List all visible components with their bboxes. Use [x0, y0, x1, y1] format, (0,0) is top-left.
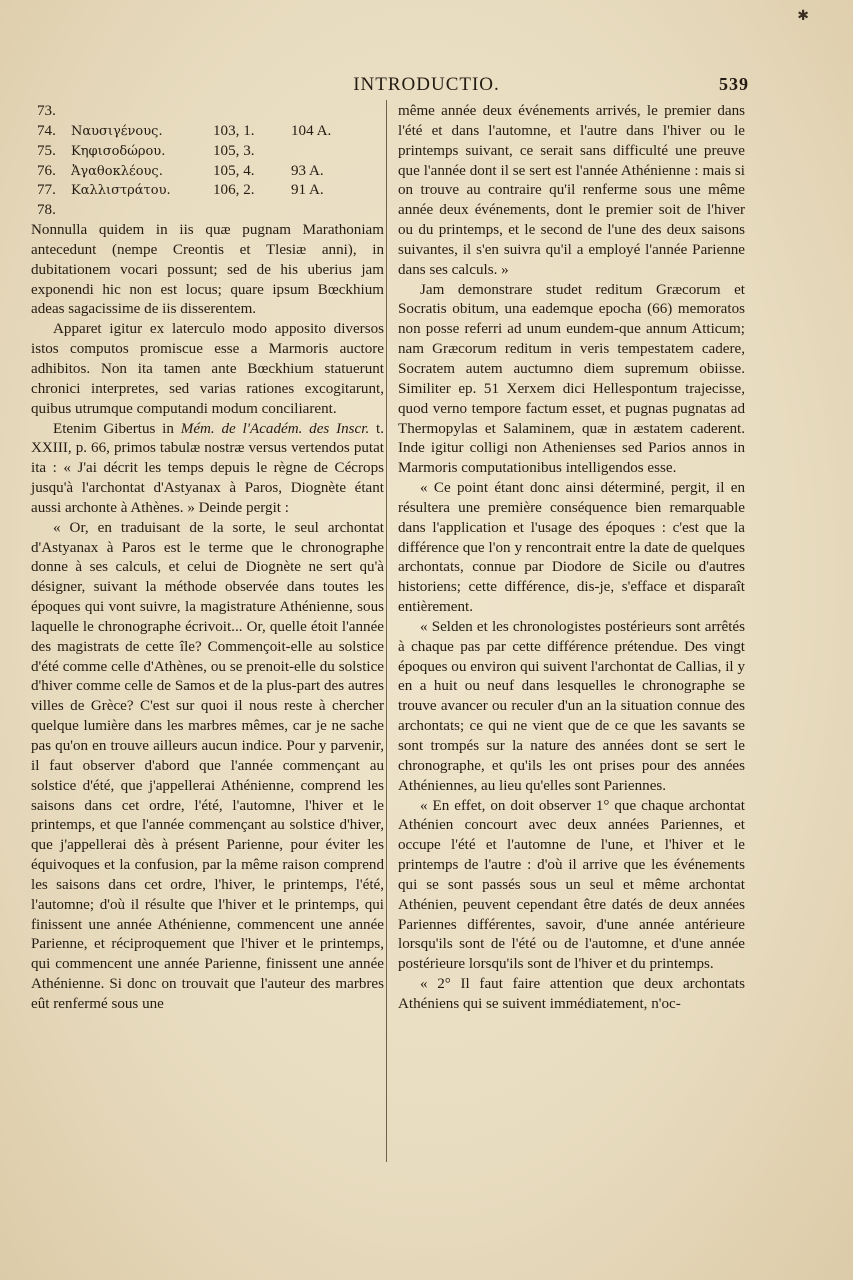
- archon-table-row: [31, 201, 384, 221]
- archon-ref: [213, 102, 291, 122]
- left-paragraph-3-start: Etenim Gibertus in: [53, 420, 181, 437]
- archon-ref2: [291, 201, 351, 221]
- archon-ref: 105, 3.: [213, 142, 255, 159]
- left-paragraph-3: [31, 420, 384, 519]
- archon-table-row: [31, 142, 384, 162]
- archon-number: 74.: [37, 122, 56, 139]
- archon-ref2: [291, 102, 351, 122]
- right-paragraph-5: « En effet, on doit observer 1° que chaque archontat Athénien concourt avec deux années Pariennes, et occupe l'été et l'automne de l'une, et l'hiver et le printemps de l'autre : d'où il arrive que les événements qui se sont passés sous un seul et même archontat Athénien, peuvent cependant être datés de deux années Pariennes différentes, savoir, d'une année antérieure lorsqu'ils sont de l'été ou de l'automne, et d'une année postérieure lorsqu'ils sont de l'hiver et du printemps.: [398, 797, 745, 973]
- page-speck: ✱: [797, 9, 809, 24]
- archon-name: [71, 102, 213, 122]
- archon-name: Καλλιστράτου.: [71, 183, 171, 199]
- column-divider: [386, 100, 387, 1162]
- left-paragraph-3-end: t. XXIII, p. 66, primos tabulæ nostræ versus vertendos putat ita : « J'ai décrit les temps depuis le règne de Cécrops jusqu'à l'archontat d'Astyanax à Paros, Diognète étant aussi archonte à Athènes. » Deinde pergit :: [31, 420, 384, 516]
- archon-name: Ναυσιγένους.: [71, 123, 163, 139]
- right-paragraph-6: « 2° Il faut faire attention que deux archontats Athéniens qui se suivent immédiatement, n'oc-: [398, 976, 745, 1012]
- left-column: [31, 102, 384, 1015]
- left-paragraph-4: « Or, en traduisant de la sorte, le seul archontat d'Astyanax à Paros est le terme que le chronographe donne à ses calculs, et celui de Diognète ne sert qu'à désigner, suivant la méthode observée dans toutes les époques qui vont suivre, la magistrature Athénienne, sous laquelle le chronographe écrivoit... Or, quelle étoit l'année des magistrats de cette île? Commençoit-elle au solstice d'été comme celle d'Athènes, ou se prenoit-elle du solstice d'hiver comme celle de Samos et de la plus-part des autres villes de Grèce? C'est sur quoi il nous reste à chercher quelque lumière dans les marbres mêmes, car je ne sache pas qu'on en trouve ailleurs aucun indice. Pour y parvenir, il faut observer d'abord que l'année commençant au solstice d'été, que j'appellerai Athénienne, comprend les saisons dans cet ordre, l'été, l'automne, l'hiver et le printemps, et que l'année commençant au solstice d'hiver, que j'appellerai dès à présent Parienne, pour éviter les équivoques et la confusion, par la même raison comprend les saisons dans cet ordre, l'hiver, le printemps, l'été, l'automne; d'où il résulte que l'hiver et le printemps, qui finissent une année Athénienne, commencent une année Parienne, et réciproquement que l'hiver et le printemps, qui commencent une année Parienne, finissent une année Athénienne. Si donc on trouvait que l'auteur des marbres eût renfermé sous une: [31, 519, 384, 1012]
- archon-number: 77.: [37, 182, 56, 199]
- archon-ref: 103, 1.: [213, 122, 255, 139]
- archon-table-row: [31, 102, 384, 122]
- right-column: [398, 102, 745, 1015]
- archon-table: [31, 102, 384, 221]
- archon-table-row: [31, 122, 384, 142]
- archon-name: Ἀγαθοκλέους.: [71, 163, 163, 179]
- right-paragraph-4: « Selden et les chronologistes postérieurs sont arrêtés à chaque pas par cette différence prétendue. Des vingt époques ou environ qui suivent l'archontat de Callias, il y en a huit ou neuf dans lesquelles le chronographe se trouve avancer ou reculer d'un an la situation connue des archontats; ce qui ne vient que de ce que les savants se sont trompés sur la nature des années dont se sert le chronographe, et qu'ils les ont prises pour des années Athéniennes, au lieu qu'elles sont Pariennes.: [398, 618, 745, 794]
- archon-ref2: [291, 142, 351, 162]
- left-paragraph-2: Apparet igitur ex laterculo modo apposito diversos istos computos promiscue esse a Marmoris auctore adhibitos. Non ita tamen ante Bœckhium statuerunt chronici interpretes, sed varias rationes excogitarunt, quibus utrumque computandi modum conciliarent.: [31, 321, 384, 417]
- archon-ref: [213, 201, 291, 221]
- archon-number: 78.: [37, 202, 56, 219]
- archon-ref2: 93 A.: [291, 162, 324, 179]
- left-paragraph-1: Nonnulla quidem in iis quæ pugnam Marathoniam antecedunt (nempe Creontis et Tlesiæ anni), in dubitationem vocari possunt; sed de his uberius jam exponendi hic non est locus; quare ipsum Bœckhium adeas sagacissime de iis disserentem.: [31, 222, 384, 318]
- page-number: 539: [719, 74, 749, 94]
- archon-number: 73.: [37, 103, 56, 119]
- right-paragraph-1: même année deux événements arrivés, le premier dans l'été et dans l'automne, et l'autre dans l'hiver ou le printemps suivant, ce serait sans difficulté une preuve que l'année dont il se sert est l'année Athénienne : mais si on trouve au contraire qu'il renferme sous une même année deux événements, dont le premier soit de l'hiver ou du printemps, et le second de l'une des deux saisons suivantes, il s'en suivra qu'il a employé l'année Parienne dans ses calculs. »: [398, 103, 745, 278]
- running-head-title: INTRODUCTIO.: [353, 74, 500, 95]
- right-paragraph-3: « Ce point étant donc ainsi déterminé, pergit, il en résultera une première conséquence bien remarquable dans l'application et l'usage des époques : c'est que la différence que l'on y rencontrait entre la date de quelques archontats, connue par Diodore de Sicile ou d'autres historiens; cette différence, dis-je, s'efface et disparaît entièrement.: [398, 480, 745, 616]
- archon-name: [71, 201, 213, 221]
- archon-table-row: [31, 162, 384, 182]
- right-paragraph-2: Jam demonstrare studet reditum Græcorum et Socratis obitum, una eademque epocha (66) memoratos non posse referri ad unum eundem-que annum Atticum; nam Græcorum reditum in veris tempestatem cadere, Socratem autem auctumno diem supremum obiisse. Similiter ep. 51 Xerxem dici Hellespontum trajecisse, quod verno tempore factum esset, et pugnas pugnatas ad Thermopylas et Salaminem, quæ in æstatem caderent. Inde igitur colligi non Athenienses sed Parios annos in Marmoris computationibus intelligendos esse.: [398, 281, 745, 477]
- archon-ref: 106, 2.: [213, 182, 255, 199]
- archon-ref2: 91 A.: [291, 182, 324, 199]
- archon-table-row: [31, 181, 384, 201]
- archon-number: 76.: [37, 162, 56, 179]
- archon-number: 75.: [37, 142, 56, 159]
- archon-ref2: 104 A.: [291, 122, 332, 139]
- archon-ref: 105, 4.: [213, 162, 255, 179]
- memoires-reference: Mém. de l'Académ. des Inscr.: [180, 420, 370, 437]
- archon-name: Κηφισοδώρου.: [71, 143, 166, 159]
